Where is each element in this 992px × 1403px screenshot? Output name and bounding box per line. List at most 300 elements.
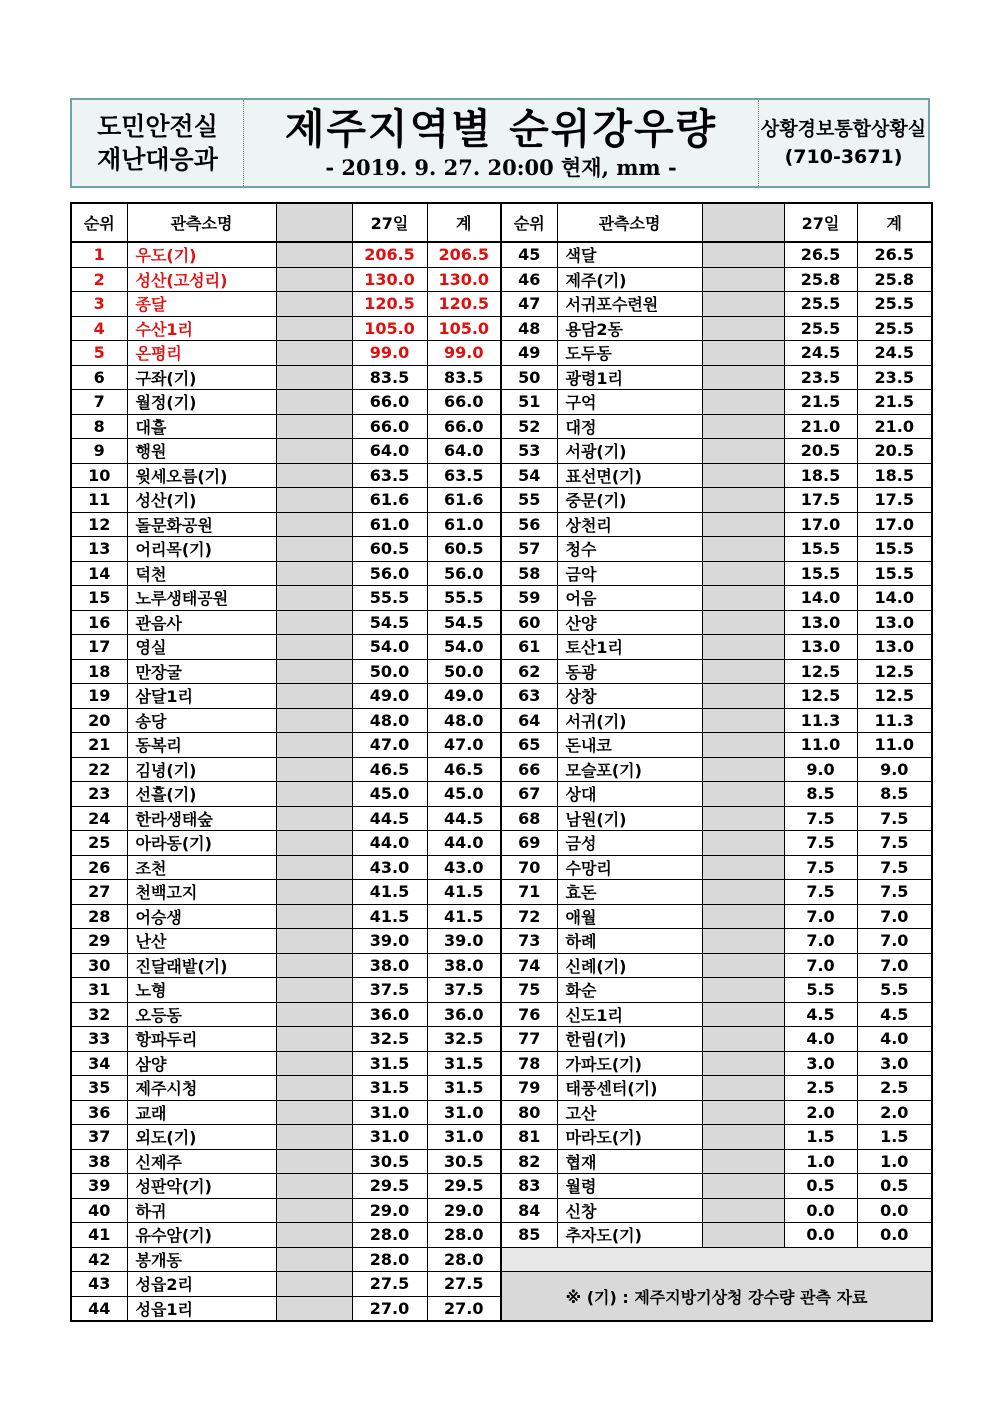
blank-cell xyxy=(702,463,784,488)
table-row xyxy=(71,782,932,807)
blank-cell xyxy=(276,267,352,292)
blank-cell xyxy=(702,831,784,856)
station-name: 성읍1리 xyxy=(127,1296,276,1321)
blank-cell xyxy=(702,1027,784,1052)
station-name: 관음사 xyxy=(127,610,276,635)
blank-cell xyxy=(702,659,784,684)
total-rainfall: 37.5 xyxy=(427,978,501,1003)
blank-cell xyxy=(276,978,352,1003)
station-name: 천백고지 xyxy=(127,880,276,905)
rank-cell: 84 xyxy=(501,1198,557,1223)
rank-cell: 51 xyxy=(501,390,557,415)
day-rainfall: 0.5 xyxy=(784,1174,857,1199)
blank-cell xyxy=(276,953,352,978)
total-rainfall: 66.0 xyxy=(427,414,501,439)
total-rainfall: 23.5 xyxy=(857,365,932,390)
day-rainfall: 26.5 xyxy=(784,242,857,267)
station-name: 용담2동 xyxy=(557,316,702,341)
blank-cell xyxy=(276,1002,352,1027)
day-rainfall: 13.0 xyxy=(784,610,857,635)
day-rainfall: 8.5 xyxy=(784,782,857,807)
station-name: 조천 xyxy=(127,855,276,880)
day-rainfall: 31.0 xyxy=(352,1100,427,1125)
office-name: 상황경보통합상황실 xyxy=(760,118,927,140)
day-rainfall: 44.0 xyxy=(352,831,427,856)
station-name: 온평리 xyxy=(127,341,276,366)
station-name: 성산(기) xyxy=(127,488,276,513)
day-rainfall: 56.0 xyxy=(352,561,427,586)
station-name: 삼달1리 xyxy=(127,684,276,709)
rank-cell: 9 xyxy=(71,439,127,464)
station-name: 동복리 xyxy=(127,733,276,758)
total-rainfall: 46.5 xyxy=(427,757,501,782)
rank-cell: 44 xyxy=(71,1296,127,1321)
station-name: 어리목(기) xyxy=(127,537,276,562)
station-name: 선흘(기) xyxy=(127,782,276,807)
station-name: 돈내코 xyxy=(557,733,702,758)
rank-cell: 43 xyxy=(71,1272,127,1297)
day-rainfall: 39.0 xyxy=(352,929,427,954)
blank-cell xyxy=(702,806,784,831)
station-name: 추자도(기) xyxy=(557,1223,702,1248)
station-name: 상창 xyxy=(557,684,702,709)
blank-cell xyxy=(276,316,352,341)
rank-cell: 28 xyxy=(71,904,127,929)
rank-cell: 42 xyxy=(71,1247,127,1272)
blank-cell xyxy=(276,806,352,831)
col-total-left: 계 xyxy=(427,203,501,242)
rank-cell: 48 xyxy=(501,316,557,341)
table-row xyxy=(71,1051,932,1076)
blank-cell xyxy=(702,1223,784,1248)
col-day-left: 27일 xyxy=(352,203,427,242)
station-name: 외도(기) xyxy=(127,1125,276,1150)
table-row xyxy=(71,390,932,415)
total-rainfall: 48.0 xyxy=(427,708,501,733)
table-row xyxy=(71,635,932,660)
total-rainfall: 83.5 xyxy=(427,365,501,390)
page-title: 제주지역별 순위강우량 xyxy=(284,105,718,153)
table-header-row xyxy=(71,203,932,242)
total-rainfall: 11.0 xyxy=(857,733,932,758)
total-rainfall: 30.5 xyxy=(427,1149,501,1174)
table-row xyxy=(71,1002,932,1027)
rank-cell: 73 xyxy=(501,929,557,954)
rank-cell: 46 xyxy=(501,267,557,292)
total-rainfall: 13.0 xyxy=(857,610,932,635)
rank-cell: 7 xyxy=(71,390,127,415)
day-rainfall: 47.0 xyxy=(352,733,427,758)
rank-cell: 1 xyxy=(71,242,127,267)
station-name: 돌문화공원 xyxy=(127,512,276,537)
day-rainfall: 31.5 xyxy=(352,1051,427,1076)
rank-cell: 74 xyxy=(501,953,557,978)
station-name: 광령1리 xyxy=(557,365,702,390)
rank-cell: 12 xyxy=(71,512,127,537)
rank-cell: 14 xyxy=(71,561,127,586)
total-rainfall: 26.5 xyxy=(857,242,932,267)
table-row xyxy=(71,488,932,513)
blank-cell xyxy=(702,586,784,611)
rank-cell: 58 xyxy=(501,561,557,586)
station-name: 애월 xyxy=(557,904,702,929)
rank-cell: 6 xyxy=(71,365,127,390)
day-rainfall: 99.0 xyxy=(352,341,427,366)
day-rainfall: 1.0 xyxy=(784,1149,857,1174)
rank-cell: 68 xyxy=(501,806,557,831)
day-rainfall: 12.5 xyxy=(784,684,857,709)
blank-cell xyxy=(702,537,784,562)
blank-cell xyxy=(276,880,352,905)
total-rainfall: 25.5 xyxy=(857,292,932,317)
day-rainfall: 3.0 xyxy=(784,1051,857,1076)
rank-cell: 11 xyxy=(71,488,127,513)
rank-cell: 75 xyxy=(501,978,557,1003)
total-rainfall: 18.5 xyxy=(857,463,932,488)
rank-cell: 37 xyxy=(71,1125,127,1150)
table-row xyxy=(71,1198,932,1223)
blank-cell xyxy=(702,341,784,366)
rank-cell: 23 xyxy=(71,782,127,807)
station-name: 토산1리 xyxy=(557,635,702,660)
table-row xyxy=(71,1223,932,1248)
total-rainfall: 36.0 xyxy=(427,1002,501,1027)
blank-cell xyxy=(702,610,784,635)
blank-cell xyxy=(702,292,784,317)
station-name: 신도1리 xyxy=(557,1002,702,1027)
rank-cell: 31 xyxy=(71,978,127,1003)
total-rainfall: 44.5 xyxy=(427,806,501,831)
total-rainfall: 47.0 xyxy=(427,733,501,758)
day-rainfall: 7.5 xyxy=(784,880,857,905)
blank-cell xyxy=(276,1076,352,1101)
total-rainfall: 12.5 xyxy=(857,659,932,684)
rank-cell: 52 xyxy=(501,414,557,439)
station-name: 고산 xyxy=(557,1100,702,1125)
total-rainfall: 55.5 xyxy=(427,586,501,611)
day-rainfall: 61.6 xyxy=(352,488,427,513)
rank-cell: 30 xyxy=(71,953,127,978)
total-rainfall: 31.5 xyxy=(427,1076,501,1101)
table-row xyxy=(71,929,932,954)
rank-cell: 53 xyxy=(501,439,557,464)
blank-cell xyxy=(702,439,784,464)
station-name: 상대 xyxy=(557,782,702,807)
rank-cell: 77 xyxy=(501,1027,557,1052)
station-name: 행원 xyxy=(127,439,276,464)
rank-cell: 47 xyxy=(501,292,557,317)
station-name: 덕천 xyxy=(127,561,276,586)
blank-cell xyxy=(702,267,784,292)
rank-cell: 24 xyxy=(71,806,127,831)
day-rainfall: 206.5 xyxy=(352,242,427,267)
day-rainfall: 11.0 xyxy=(784,733,857,758)
total-rainfall: 27.0 xyxy=(427,1296,501,1321)
day-rainfall: 17.0 xyxy=(784,512,857,537)
station-name: 윗세오름(기) xyxy=(127,463,276,488)
total-rainfall: 17.5 xyxy=(857,488,932,513)
day-rainfall: 44.5 xyxy=(352,806,427,831)
total-rainfall: 56.0 xyxy=(427,561,501,586)
blank-cell xyxy=(702,1149,784,1174)
total-rainfall: 32.5 xyxy=(427,1027,501,1052)
department-line1: 도민안전실 xyxy=(97,112,218,141)
blank-cell xyxy=(702,512,784,537)
table-row xyxy=(71,439,932,464)
blank-cell xyxy=(276,242,352,267)
station-name: 신창 xyxy=(557,1198,702,1223)
day-rainfall: 49.0 xyxy=(352,684,427,709)
day-rainfall: 0.0 xyxy=(784,1198,857,1223)
station-name: 대흘 xyxy=(127,414,276,439)
blank-cell xyxy=(702,1125,784,1150)
blank-cell xyxy=(276,586,352,611)
rank-cell: 2 xyxy=(71,267,127,292)
day-rainfall: 43.0 xyxy=(352,855,427,880)
col-rank-right: 순위 xyxy=(501,203,557,242)
total-rainfall: 24.5 xyxy=(857,341,932,366)
total-rainfall: 61.0 xyxy=(427,512,501,537)
blank-cell xyxy=(276,488,352,513)
blank-cell xyxy=(276,1198,352,1223)
title-box xyxy=(244,100,759,186)
rank-cell: 26 xyxy=(71,855,127,880)
table-row xyxy=(71,1125,932,1150)
table-row xyxy=(71,316,932,341)
rank-cell: 15 xyxy=(71,586,127,611)
blank-cell xyxy=(276,684,352,709)
total-rainfall: 20.5 xyxy=(857,439,932,464)
total-rainfall: 15.5 xyxy=(857,561,932,586)
table-row xyxy=(71,855,932,880)
rank-cell: 60 xyxy=(501,610,557,635)
station-name: 대정 xyxy=(557,414,702,439)
blank-cell xyxy=(276,1051,352,1076)
rank-cell: 8 xyxy=(71,414,127,439)
report-header xyxy=(70,98,930,188)
blank-cell xyxy=(702,904,784,929)
station-name: 태풍센터(기) xyxy=(557,1076,702,1101)
rank-cell: 80 xyxy=(501,1100,557,1125)
total-rainfall: 99.0 xyxy=(427,341,501,366)
station-name: 구억 xyxy=(557,390,702,415)
station-name: 표선면(기) xyxy=(557,463,702,488)
station-name: 청수 xyxy=(557,537,702,562)
total-rainfall: 13.0 xyxy=(857,635,932,660)
day-rainfall: 31.5 xyxy=(352,1076,427,1101)
blank-cell xyxy=(702,1051,784,1076)
rank-cell: 79 xyxy=(501,1076,557,1101)
station-name: 금악 xyxy=(557,561,702,586)
blank-cell xyxy=(276,1100,352,1125)
rank-cell: 64 xyxy=(501,708,557,733)
total-rainfall: 3.0 xyxy=(857,1051,932,1076)
total-rainfall: 7.5 xyxy=(857,880,932,905)
day-rainfall: 27.0 xyxy=(352,1296,427,1321)
station-name: 진달래밭(기) xyxy=(127,953,276,978)
blank-cell xyxy=(276,708,352,733)
rank-cell: 59 xyxy=(501,586,557,611)
day-rainfall: 28.0 xyxy=(352,1223,427,1248)
blank-cell xyxy=(276,561,352,586)
station-name: 남원(기) xyxy=(557,806,702,831)
blank-cell xyxy=(276,365,352,390)
total-rainfall: 0.5 xyxy=(857,1174,932,1199)
total-rainfall: 63.5 xyxy=(427,463,501,488)
rank-cell: 18 xyxy=(71,659,127,684)
day-rainfall: 29.5 xyxy=(352,1174,427,1199)
rank-cell: 3 xyxy=(71,292,127,317)
station-name: 한림(기) xyxy=(557,1027,702,1052)
total-rainfall: 25.8 xyxy=(857,267,932,292)
total-rainfall: 66.0 xyxy=(427,390,501,415)
day-rainfall: 46.5 xyxy=(352,757,427,782)
total-rainfall: 17.0 xyxy=(857,512,932,537)
total-rainfall: 130.0 xyxy=(427,267,501,292)
table-row xyxy=(71,341,932,366)
rank-cell: 36 xyxy=(71,1100,127,1125)
rank-cell: 72 xyxy=(501,904,557,929)
day-rainfall: 28.0 xyxy=(352,1247,427,1272)
table-row xyxy=(71,463,932,488)
blank-cell xyxy=(702,316,784,341)
total-rainfall: 14.0 xyxy=(857,586,932,611)
rank-cell: 5 xyxy=(71,341,127,366)
blank-cell xyxy=(276,929,352,954)
total-rainfall: 4.5 xyxy=(857,1002,932,1027)
table-row xyxy=(71,684,932,709)
blank-cell xyxy=(276,341,352,366)
day-rainfall: 36.0 xyxy=(352,1002,427,1027)
blank-cell xyxy=(276,390,352,415)
blank-cell xyxy=(276,782,352,807)
day-rainfall: 20.5 xyxy=(784,439,857,464)
rank-cell: 13 xyxy=(71,537,127,562)
footnote: ※ (기) : 제주지방기상청 강수량 관측 자료 xyxy=(501,1272,932,1322)
table-row xyxy=(71,586,932,611)
station-name: 상천리 xyxy=(557,512,702,537)
day-rainfall: 18.5 xyxy=(784,463,857,488)
day-rainfall: 7.0 xyxy=(784,929,857,954)
table-row xyxy=(71,806,932,831)
table-row xyxy=(71,978,932,1003)
table-row xyxy=(71,1272,932,1297)
station-name: 서광(기) xyxy=(557,439,702,464)
contact-box xyxy=(759,100,928,186)
total-rainfall: 1.5 xyxy=(857,1125,932,1150)
total-rainfall: 45.0 xyxy=(427,782,501,807)
total-rainfall: 28.0 xyxy=(427,1223,501,1248)
day-rainfall: 66.0 xyxy=(352,390,427,415)
total-rainfall: 49.0 xyxy=(427,684,501,709)
rank-cell: 69 xyxy=(501,831,557,856)
rank-cell: 82 xyxy=(501,1149,557,1174)
rank-cell: 41 xyxy=(71,1223,127,1248)
total-rainfall: 29.5 xyxy=(427,1174,501,1199)
table-row xyxy=(71,1027,932,1052)
day-rainfall: 38.0 xyxy=(352,953,427,978)
blank-cell xyxy=(702,488,784,513)
table-row xyxy=(71,1174,932,1199)
rainfall-table xyxy=(70,202,933,1322)
total-rainfall: 41.5 xyxy=(427,880,501,905)
department-box xyxy=(72,100,244,186)
day-rainfall: 15.5 xyxy=(784,537,857,562)
station-name: 교래 xyxy=(127,1100,276,1125)
rank-cell: 27 xyxy=(71,880,127,905)
station-name: 노형 xyxy=(127,978,276,1003)
blank-cell xyxy=(276,610,352,635)
station-name: 색달 xyxy=(557,242,702,267)
table-row xyxy=(71,659,932,684)
total-rainfall: 43.0 xyxy=(427,855,501,880)
day-rainfall: 21.5 xyxy=(784,390,857,415)
station-name: 화순 xyxy=(557,978,702,1003)
total-rainfall: 2.0 xyxy=(857,1100,932,1125)
station-name: 아라동(기) xyxy=(127,831,276,856)
station-name: 신례(기) xyxy=(557,953,702,978)
day-rainfall: 11.3 xyxy=(784,708,857,733)
station-name: 수산1리 xyxy=(127,316,276,341)
station-name: 만장굴 xyxy=(127,659,276,684)
office-phone: (710-3671) xyxy=(784,146,903,168)
day-rainfall: 15.5 xyxy=(784,561,857,586)
blank-cell xyxy=(276,439,352,464)
day-rainfall: 66.0 xyxy=(352,414,427,439)
rank-cell: 40 xyxy=(71,1198,127,1223)
station-name: 월정(기) xyxy=(127,390,276,415)
total-rainfall: 38.0 xyxy=(427,953,501,978)
day-rainfall: 21.0 xyxy=(784,414,857,439)
station-name: 모슬포(기) xyxy=(557,757,702,782)
day-rainfall: 55.5 xyxy=(352,586,427,611)
rank-cell: 34 xyxy=(71,1051,127,1076)
blank-cell xyxy=(276,1247,352,1272)
rank-cell: 65 xyxy=(501,733,557,758)
day-rainfall: 37.5 xyxy=(352,978,427,1003)
blank-cell xyxy=(276,1174,352,1199)
blank-cell xyxy=(276,1272,352,1297)
blank-cell xyxy=(702,390,784,415)
rank-cell: 10 xyxy=(71,463,127,488)
rank-cell: 39 xyxy=(71,1174,127,1199)
total-rainfall: 105.0 xyxy=(427,316,501,341)
blank-cell xyxy=(702,1100,784,1125)
day-rainfall: 54.0 xyxy=(352,635,427,660)
table-row xyxy=(71,733,932,758)
day-rainfall: 1.5 xyxy=(784,1125,857,1150)
day-rainfall: 130.0 xyxy=(352,267,427,292)
rank-cell: 29 xyxy=(71,929,127,954)
total-rainfall: 0.0 xyxy=(857,1223,932,1248)
table-row xyxy=(71,414,932,439)
total-rainfall: 5.5 xyxy=(857,978,932,1003)
day-rainfall: 25.5 xyxy=(784,316,857,341)
blank-cell xyxy=(702,757,784,782)
blank-cell xyxy=(276,292,352,317)
day-rainfall: 41.5 xyxy=(352,904,427,929)
total-rainfall: 60.5 xyxy=(427,537,501,562)
col-station-right: 관측소명 xyxy=(557,203,702,242)
blank-cell xyxy=(276,414,352,439)
blank-cell xyxy=(702,1076,784,1101)
rank-cell: 20 xyxy=(71,708,127,733)
total-rainfall: 8.5 xyxy=(857,782,932,807)
day-rainfall: 30.5 xyxy=(352,1149,427,1174)
table-row xyxy=(71,512,932,537)
day-rainfall: 29.0 xyxy=(352,1198,427,1223)
rank-cell: 71 xyxy=(501,880,557,905)
